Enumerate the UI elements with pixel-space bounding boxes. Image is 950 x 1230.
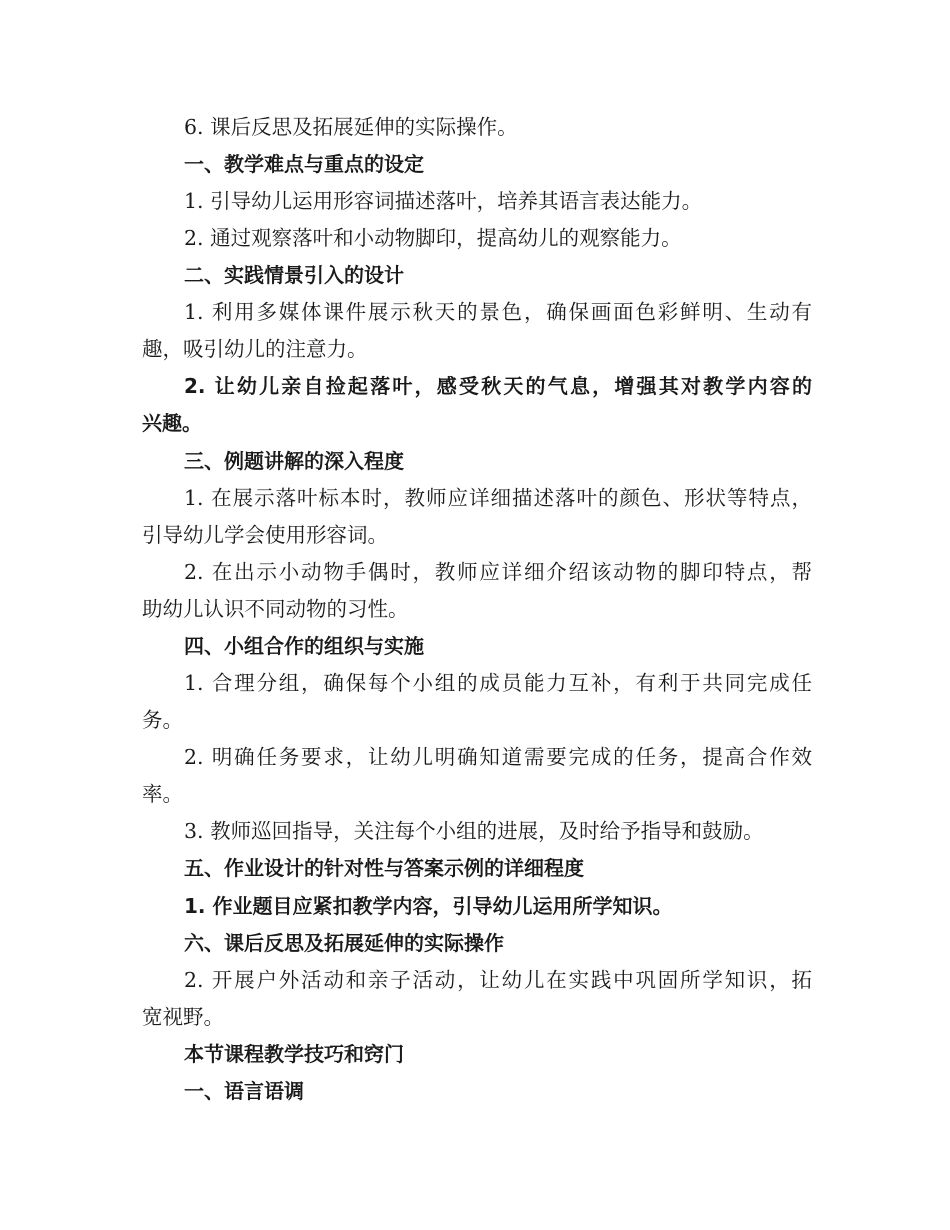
list-item-continuation: 兴趣。 xyxy=(142,411,202,435)
list-item: 2. 在出示小动物手偶时，教师应详细介绍该动物的脚印特点，帮 xyxy=(184,560,812,584)
list-item: 1. 在展示落叶标本时，教师应详细描述落叶的颜色、形状等特点， xyxy=(184,486,812,510)
list-item: 1. 引导幼儿运用形容词描述落叶，培养其语言表达能力。 xyxy=(184,189,703,213)
list-item-bold: 2. 让幼儿亲自捡起落叶，感受秋天的气息，增强其对教学内容的 xyxy=(184,374,812,398)
section-heading: 二、实践情景引入的设计 xyxy=(184,263,404,287)
list-item-bold: 1. 作业题目应紧扣教学内容，引导幼儿运用所学知识。 xyxy=(184,894,673,918)
list-item: 2. 通过观察落叶和小动物脚印，提高幼儿的观察能力。 xyxy=(184,226,682,250)
list-item: 1. 合理分组，确保每个小组的成员能力互补，有利于共同完成任 xyxy=(184,671,812,695)
section-heading: 六、课后反思及拓展延伸的实际操作 xyxy=(184,931,504,955)
list-item: 2. 开展户外活动和亲子活动，让幼儿在实践中巩固所学知识，拓 xyxy=(184,968,812,992)
list-item-continuation: 宽视野。 xyxy=(142,1005,224,1029)
section-heading: 五、作业设计的针对性与答案示例的详细程度 xyxy=(184,856,584,880)
list-item-continuation: 引导幼儿学会使用形容词。 xyxy=(142,523,388,547)
list-item-continuation: 率。 xyxy=(142,782,183,806)
list-item-continuation: 趣，吸引幼儿的注意力。 xyxy=(142,337,368,361)
list-item-continuation: 助幼儿认识不同动物的习性。 xyxy=(142,597,409,621)
section-heading: 四、小组合作的组织与实施 xyxy=(184,634,424,658)
list-item: 2. 明确任务要求，让幼儿明确知道需要完成的任务，提高合作效 xyxy=(184,745,812,769)
list-item-continuation: 务。 xyxy=(142,708,183,732)
section-title: 本节课程教学技巧和窍门 xyxy=(184,1042,404,1066)
list-item: 1. 利用多媒体课件展示秋天的景色，确保画面色彩鲜明、生动有 xyxy=(184,300,812,324)
list-item: 6. 课后反思及拓展延伸的实际操作。 xyxy=(184,115,518,139)
section-heading: 三、例题讲解的深入程度 xyxy=(184,449,404,473)
section-heading: 一、教学难点与重点的设定 xyxy=(184,152,424,176)
list-item: 3. 教师巡回指导，关注每个小组的进展，及时给予指导和鼓励。 xyxy=(184,819,764,843)
section-heading: 一、语言语调 xyxy=(184,1079,304,1103)
